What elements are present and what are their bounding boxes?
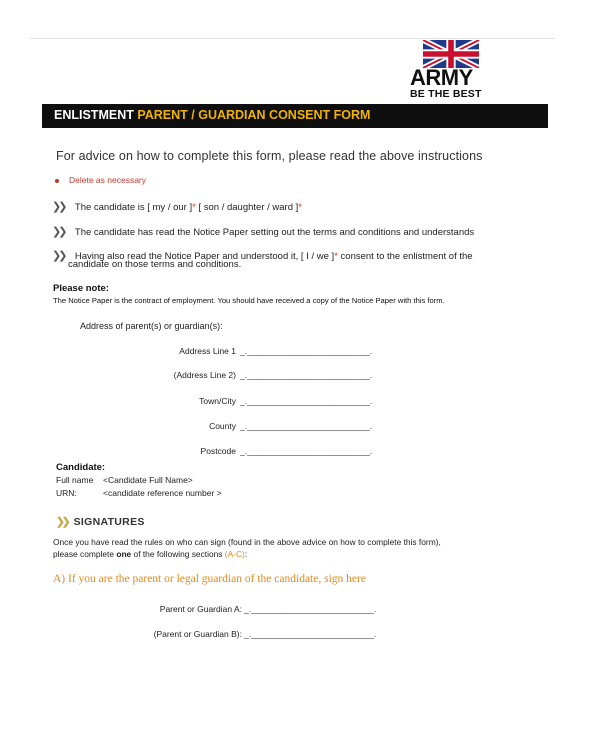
guardian-b-label: (Parent or Guardian B): bbox=[153, 629, 242, 639]
form-title bbox=[54, 108, 370, 122]
signatures-line1: Once you have read the rules on who can sign (found in the above advice on how to complete this form), bbox=[53, 537, 441, 547]
address-line1-label: Address Line 1 bbox=[179, 346, 236, 356]
statement-2 bbox=[52, 222, 474, 240]
county-field[interactable]: _.__________________________. bbox=[240, 421, 373, 431]
bullet-dot-icon bbox=[55, 179, 59, 183]
postcode-field[interactable]: _.__________________________. bbox=[240, 446, 373, 456]
address-line1-field[interactable]: _.__________________________. bbox=[240, 346, 373, 356]
candidate-heading: Candidate: bbox=[56, 462, 106, 473]
statement-3-line2: candidate on those terms and conditions. bbox=[68, 259, 242, 270]
guardian-b-field[interactable]: _.__________________________. bbox=[244, 629, 377, 639]
delete-note: Delete as necessary bbox=[69, 175, 147, 185]
address-heading: Address of parent(s) or guardian(s): bbox=[80, 321, 223, 331]
please-note-text: The Notice Paper is the contract of employment. You should have received a copy of the Notice Paper with this form. bbox=[53, 296, 445, 305]
double-chevron-icon: ❯❯ bbox=[52, 250, 65, 262]
town-city-label: Town/City bbox=[199, 396, 236, 406]
signatures-instructions bbox=[53, 537, 523, 560]
title-bar bbox=[42, 104, 548, 128]
please-note-heading: Please note: bbox=[53, 283, 109, 294]
address-line2-label: (Address Line 2) bbox=[173, 370, 236, 380]
union-flag-icon bbox=[422, 40, 480, 68]
double-chevron-icon: ❯❯ bbox=[52, 226, 65, 238]
address-line2-field[interactable]: _.__________________________. bbox=[240, 370, 373, 380]
guardian-a-label: Parent or Guardian A: bbox=[159, 604, 242, 614]
guardian-a-field[interactable]: _.__________________________. bbox=[244, 604, 377, 614]
logo-brand: ARMY bbox=[410, 65, 473, 90]
title-part1: ENLISTMENT bbox=[54, 108, 138, 122]
county-label: County bbox=[209, 421, 236, 431]
candidate-urn-field[interactable]: <candidate reference number > bbox=[103, 488, 222, 498]
section-a-heading: A) If you are the parent or legal guardian of the candidate, sign here bbox=[53, 573, 366, 585]
statement-2-text: The candidate has read the Notice Paper setting out the terms and conditions and understands bbox=[74, 227, 475, 238]
candidate-full-name-field[interactable]: <Candidate Full Name> bbox=[103, 475, 193, 485]
candidate-full-name-label: Full name bbox=[56, 475, 94, 485]
postcode-label: Postcode bbox=[200, 446, 236, 456]
signatures-line2: please complete one of the following sections (A-C): bbox=[53, 548, 248, 559]
title-part2: PARENT / GUARDIAN CONSENT FORM bbox=[137, 108, 371, 122]
statement-1 bbox=[52, 197, 302, 215]
statement-3-text: Having also read the Notice Paper and understood it, [ I / we ]* consent to the enlistment of the bbox=[74, 251, 473, 262]
advice-heading: For advice on how to complete this form, please read the above instructions bbox=[56, 149, 483, 163]
top-divider bbox=[30, 38, 555, 39]
logo-tagline: BE THE BEST bbox=[410, 88, 482, 100]
double-chevron-icon: ❯❯ bbox=[52, 201, 65, 213]
town-city-field[interactable]: _.__________________________. bbox=[240, 396, 373, 406]
double-chevron-icon: ❯❯ bbox=[56, 516, 68, 528]
signatures-heading: ❯❯ SIGNATURES bbox=[56, 516, 145, 528]
army-logo bbox=[410, 40, 500, 102]
candidate-urn-label: URN: bbox=[56, 488, 77, 498]
statement-1-text: The candidate is [ my / our ]* [ son / daughter / ward ]* bbox=[74, 202, 302, 213]
